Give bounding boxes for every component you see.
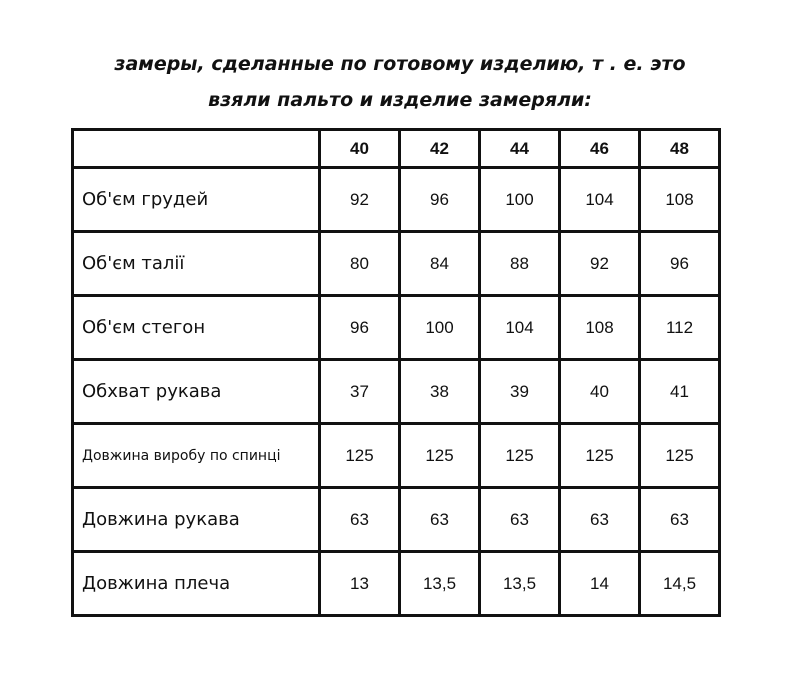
size-header-cell: 44 (480, 130, 560, 168)
value-cell: 40 (560, 360, 640, 424)
value-cell: 63 (560, 488, 640, 552)
header-corner-cell (73, 130, 320, 168)
value-cell: 100 (400, 296, 480, 360)
size-chart-table (71, 128, 721, 617)
table-row-hips (73, 296, 720, 360)
value-cell: 96 (320, 296, 400, 360)
row-label: Об'єм стегон (73, 296, 320, 360)
row-label: Довжина виробу по спинці (73, 424, 320, 488)
table-row-chest (73, 168, 720, 232)
value-cell: 125 (400, 424, 480, 488)
value-cell: 63 (320, 488, 400, 552)
value-cell: 112 (640, 296, 720, 360)
value-cell: 108 (560, 296, 640, 360)
heading-line-1: замеры, сделанные по готовому изделию, т . е. это (114, 53, 686, 75)
row-label: Довжина плеча (73, 552, 320, 616)
value-cell: 13,5 (400, 552, 480, 616)
value-cell: 125 (320, 424, 400, 488)
value-cell: 63 (480, 488, 560, 552)
value-cell: 125 (560, 424, 640, 488)
table-row-back-length (73, 424, 720, 488)
value-cell: 13 (320, 552, 400, 616)
size-header-cell: 46 (560, 130, 640, 168)
value-cell: 96 (640, 232, 720, 296)
value-cell: 108 (640, 168, 720, 232)
value-cell: 88 (480, 232, 560, 296)
table-row-waist (73, 232, 720, 296)
row-label: Обхват рукава (73, 360, 320, 424)
value-cell: 39 (480, 360, 560, 424)
table-row-shoulder-length (73, 552, 720, 616)
value-cell: 63 (640, 488, 720, 552)
value-cell: 125 (480, 424, 560, 488)
row-label: Довжина рукава (73, 488, 320, 552)
heading-line-2: взяли пальто и изделие замеряли: (208, 89, 592, 111)
value-cell: 41 (640, 360, 720, 424)
value-cell: 104 (560, 168, 640, 232)
value-cell: 63 (400, 488, 480, 552)
value-cell: 100 (480, 168, 560, 232)
table-row-sleeve-length (73, 488, 720, 552)
value-cell: 125 (640, 424, 720, 488)
value-cell: 92 (320, 168, 400, 232)
value-cell: 37 (320, 360, 400, 424)
table-row-sleeve-girth (73, 360, 720, 424)
value-cell: 92 (560, 232, 640, 296)
value-cell: 38 (400, 360, 480, 424)
table-header-row (73, 130, 720, 168)
value-cell: 14,5 (640, 552, 720, 616)
value-cell: 104 (480, 296, 560, 360)
row-label: Об'єм талії (73, 232, 320, 296)
value-cell: 14 (560, 552, 640, 616)
size-header-cell: 40 (320, 130, 400, 168)
row-label: Об'єм грудей (73, 168, 320, 232)
value-cell: 80 (320, 232, 400, 296)
value-cell: 84 (400, 232, 480, 296)
size-header-cell: 42 (400, 130, 480, 168)
size-header-cell: 48 (640, 130, 720, 168)
page-heading (0, 46, 800, 118)
value-cell: 13,5 (480, 552, 560, 616)
value-cell: 96 (400, 168, 480, 232)
